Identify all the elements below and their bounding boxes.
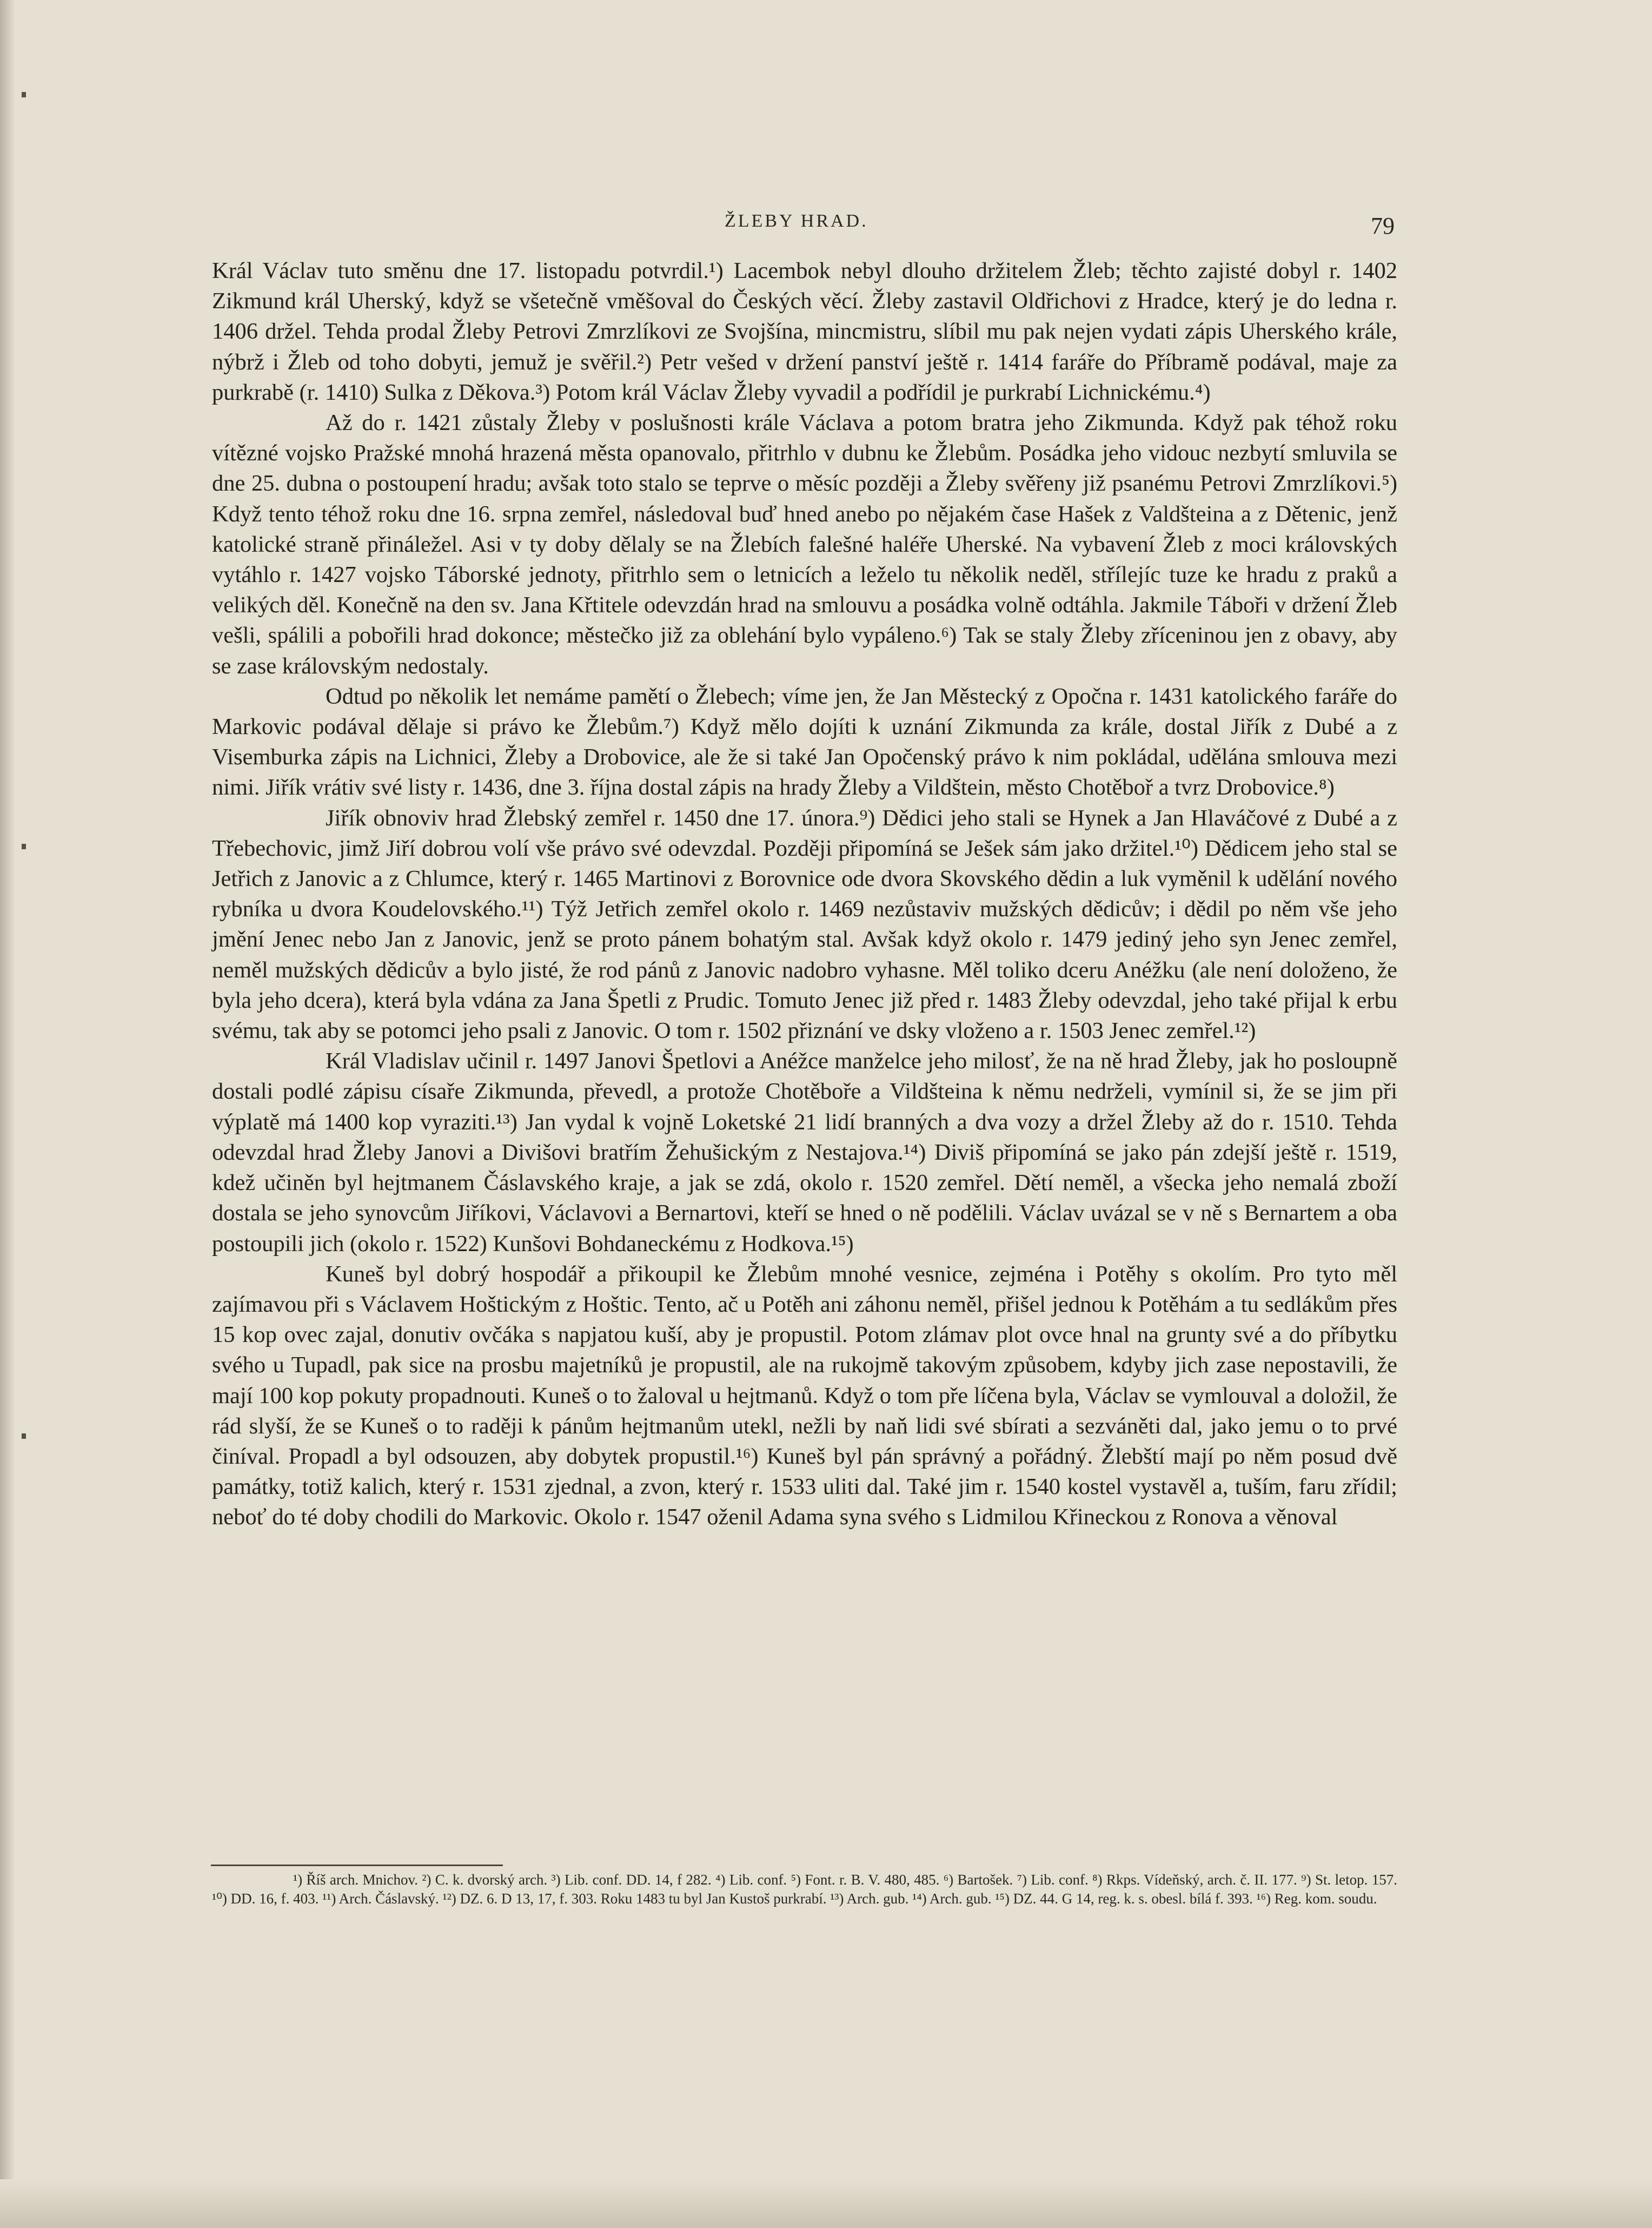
margin-mark xyxy=(22,92,26,97)
paragraph: Král Václav tuto směnu dne 17. listopadu potvrdil.¹) Lacembok nebyl dlouho držitelem Žleb; těchto zajisté dobyl r. 1402 Zikmund král Uherský, když se všetečně vměšoval do Českých věcí. Žleby zastavil Oldřichovi z Hradce, který je do ledna r. 1406 držel. Tehda prodal Žleby Petrovi Zmrzlíkovi ze Svojšína, mincmistru, slíbil mu pak nejen vydati zápis Uherského krále, nýbrž i Žleb od toho dobyti, jemuž je svěřil.²) Petr vešed v držení panství ještě r. 1414 faráře do Příbramě podával, maje za purkrabě (r. 1410) Sulka z Děkova.³) Potom král Václav Žleby vyvadil a podřídil je purkrabí Lichnickému.⁴) xyxy=(212,258,1397,405)
margin-mark xyxy=(22,1433,26,1439)
footnote-rule xyxy=(211,1865,503,1866)
page-spine-shadow xyxy=(0,0,15,2228)
running-title: ŽLEBY HRAD. xyxy=(725,211,868,231)
paragraph: Až do r. 1421 zůstaly Žleby v poslušnosti krále Václava a potom bratra jeho Zikmunda. Když pak téhož roku vítězné vojsko Pražské mnohá hrazená města opanovalo, přitrhlo v dubnu ke Žlebům. Posádka jeho vidouc nezbytí smluvila se dne 25. dubna o postoupení hradu; avšak toto stalo se teprve o měsíc později a Žleby svěřeny již psanému Petrovi Zmrzlíkovi.⁵) Když tento téhož roku dne 16. srpna zemřel, následoval buď hned anebo po nějakém čase Hašek z Valdšteina a z Dětenic, jenž katolické straně přináležel. Asi v ty doby dělaly se na Žlebích falešné haléře Uherské. Na vybavení Žleb z moci královských vytáhlo r. 1427 vojsko Táborské jednoty, přitrhlo sem o letnicích a leželo tu několik neděl, střílejíc tuze ke hradu z praků a velikých děl. Konečně na den sv. Jana Křtitele odevzdán hrad na smlouvu a posádka volně odtáhla. Jakmile Táboři v držení Žleb vešli, spálili a pobořili hrad dokonce; městečko již za oblehání bylo vypáleno.⁶) Tak se staly Žleby zříceninou jen z obavy, aby se zase královským nedostaly. xyxy=(212,410,1397,679)
footnotes xyxy=(212,1870,1397,1908)
margin-mark xyxy=(22,844,26,849)
paragraph: Kuneš byl dobrý hospodář a přikoupil ke Žlebům mnohé vesnice, zejména i Potěhy s okolím. Pro tyto měl zajímavou při s Václavem Hoštickým z Hoštic. Tento, ač u Potěh ani záhonu neměl, přišel jednou k Potěhám a tu sedlákům přes 15 kop ovec zajal, donutiv ovčáka s napjatou kuší, aby je propustil. Potom zlámav plot ovce hnal na grunty své a do příbytku svého u Tupadl, pak sice na prosbu majetníků je propustil, ale na rukojmě takovým způsobem, kdyby jich zase nepostavili, že mají 100 kop pokuty propadnouti. Kuneš o to žaloval u hejtmanů. Když o tom pře líčena byla, Václav se vymlouval a doložil, že rád slyší, že se Kuneš o to raději k pánům hejtmanům utekl, nežli by naň lidi své sbírati a sezváněti dal, jako jemu o to prvé činíval. Propadl a byl odsouzen, aby dobytek propustil.¹⁶) Kuneš byl pán správný a pořádný. Žlebští mají po něm posud dvě památky, totiž kalich, který r. 1531 zjednal, a zvon, který r. 1533 uliti dal. Také jim r. 1540 kostel vystavěl a, tuším, faru zřídil; neboť do té doby chodili do Markovic. Okolo r. 1547 oženil Adama syna svého s Lidmilou Křineckou z Ronova a věnoval xyxy=(212,1261,1397,1530)
page-number: 79 xyxy=(1371,213,1395,239)
paragraph: Král Vladislav učinil r. 1497 Janovi Špetlovi a Anéžce manželce jeho milosť, že na ně hrad Žleby, jak ho posloupně dostali podlé zápisu císaře Zikmunda, převedl, a protože Chotěboře a Vildšteina k němu nedrželi, vymínil si, že se jim při výplatě má 1400 kop vyraziti.¹³) Jan vydal k vojně Loketské 21 lidí branných a dva vozy a držel Žleby až do r. 1510. Tehda odevzdal hrad Žleby Janovi a Divišovi bratřím Žehušickým z Nestajova.¹⁴) Diviš připomíná se jako pán zdejší ještě r. 1519, kdež učiněn byl hejtmanem Čáslavského kraje, a jak se zdá, okolo r. 1520 zemřel. Dětí neměl, a všecka jeho nemalá zboží dostala se jeho synovcům Jiříkovi, Václavovi a Bernartovi, kteří se hned o ně podělili. Václav uvázal se v ně s Bernartem a oba postoupili jich (okolo r. 1522) Kunšovi Bohdaneckému z Hodkova.¹⁵) xyxy=(212,1048,1397,1257)
footnote-text: ¹) Říš arch. Mnichov. ²) C. k. dvorský arch. ³) Lib. conf. DD. 14, f 282. ⁴) Lib. conf. ⁵) Font. r. B. V. 480, 485. ⁶) Bartošek. ⁷) Lib. conf. ⁸) Rkps. Vídeňský, arch. č. II. 177. ⁹) St. letop. 157. ¹⁰) DD. 16, f. 403. ¹¹) Arch. Čáslavský. ¹²) DZ. 6. D 13, 17, f. 303. Roku 1483 tu byl Jan Kustoš purkrabí. ¹³) Arch. gub. ¹⁴) Arch. gub. ¹⁵) DZ. 44. G 14, reg. k. s. obesl. bílá f. 393. ¹⁶) Reg. kom. soudu. xyxy=(212,1872,1397,1907)
body-text xyxy=(212,256,1397,1533)
paragraph: Jiřík obnoviv hrad Žlebský zemřel r. 1450 dne 17. února.⁹) Dědici jeho stali se Hynek a Jan Hlaváčové z Dubé a z Třebechovic, jimž Jiří dobrou volí vše právo své odevzdal. Později připomíná se Ješek sám jako držitel.¹⁰) Dědicem jeho stal se Jetřich z Janovic a z Chlumce, který r. 1465 Martinovi z Borovnice ode dvora Skovského dědin a luk vyměnil k udělání nového rybníka u dvora Koudelovského.¹¹) Týž Jetřich zemřel okolo r. 1469 nezůstaviv mužských dědicův; i dědil po něm vše jeho jmění Jenec nebo Jan z Janovic, jenž se proto pánem bohatým stal. Avšak když okolo r. 1479 jediný jeho syn Jenec zemřel, neměl mužských dědicův a bylo jisté, že rod pánů z Janovic nadobro vyhasne. Měl toliko dceru Anéžku (ale není doloženo, že byla jeho dcera), která byla vdána za Jana Špetli z Prudic. Tomuto Jenec již před r. 1483 Žleby odevzdal, jeho také přijal k erbu svému, tak aby se potomci jeho psali z Janovic. O tom r. 1502 přiznání ve dsky vloženo a r. 1503 Jenec zemřel.¹²) xyxy=(212,805,1397,1044)
page-bottom-shadow xyxy=(0,2179,1652,2228)
paragraph: Odtud po několik let nemáme pamětí o Žlebech; víme jen, že Jan Městecký z Opočna r. 1431 katolického faráře do Markovic podával dělaje si právo ke Žlebům.⁷) Když mělo dojíti k uznání Zikmunda za krále, dostal Jiřík z Dubé a z Visemburka zápis na Lichnici, Žleby a Drobovice, ale že si také Jan Opočenský právo k nim pokládal, udělána smlouva mezi nimi. Jiřík vrátiv své listy r. 1436, dne 3. října dostal zápis na hrady Žleby a Vildštein, město Chotěboř a tvrz Drobovice.⁸) xyxy=(212,683,1397,801)
